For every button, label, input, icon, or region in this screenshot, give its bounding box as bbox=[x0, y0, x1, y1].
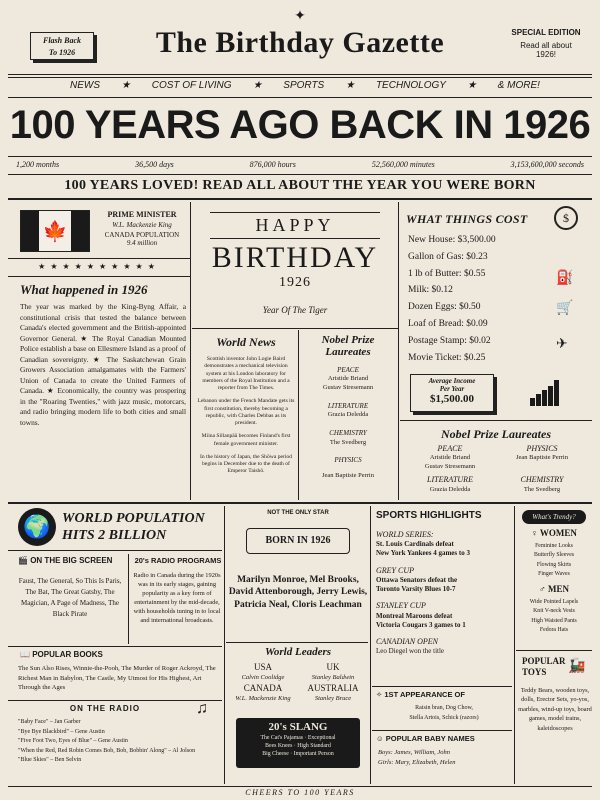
born-banner bbox=[246, 528, 350, 554]
trend-item: High Waisted Pants bbox=[531, 617, 577, 624]
music-note-icon: ♫ bbox=[196, 700, 208, 717]
happened-title: What happened in 1926 bbox=[20, 282, 148, 297]
stat-days: 36,500 days bbox=[135, 160, 174, 169]
income-label-1: Average Income bbox=[428, 377, 476, 385]
cost-item: New House: $3,500.00 bbox=[408, 235, 496, 245]
birthday-box bbox=[200, 206, 390, 324]
nav-cost[interactable]: COST OF LIVING bbox=[151, 80, 232, 91]
stat-minutes: 52,560,000 minutes bbox=[371, 160, 435, 169]
trend-item: Fedora Hats bbox=[539, 626, 569, 633]
sports-head: GREY CUP bbox=[376, 565, 414, 575]
first-appearance-line: Stella Artois, Schick (razors) bbox=[409, 714, 479, 721]
nobel-cat: PHYSICS bbox=[334, 456, 362, 465]
books-label: POPULAR BOOKS bbox=[32, 650, 103, 659]
nobel-name: Grazia Deledda bbox=[429, 485, 471, 493]
edition-sub-2: 1926! bbox=[535, 50, 557, 59]
train-icon: 🚂 bbox=[568, 659, 586, 674]
men-title bbox=[516, 584, 592, 594]
nobel-name: Gustav Stresemann bbox=[424, 462, 476, 470]
cost-item: Gallon of Gas: $0.23 bbox=[408, 251, 488, 262]
happened-text: The year was marked by the King-Byng Affair, a constitutional crisis that tested the balance between Canada's elected government and the British-appointed Governor General. ★ The Royal Canadian Mounted Police establish a base on Ellesmere Island as a proof of Canadian sovereignty. ★ The Saskatchewan Grain Growers Association amalgamates with the Farmers' Union of Canada to create the United Farmers of Canada. ★ Economically, the country was prospering in the "Roaring Twenties," with jazz music, motorcars, and radio bringing modern life to both cities and small towns. bbox=[20, 302, 186, 427]
gazette-title: The Birthday Gazette bbox=[155, 26, 445, 59]
flash-back-line2: To 1926 bbox=[48, 48, 76, 57]
nobel-name: Gustav Stresemann bbox=[322, 384, 374, 392]
sports-head: STANLEY CUP bbox=[376, 601, 426, 611]
leader-name: Calvin Coolidge bbox=[241, 673, 285, 681]
leader-country: USA bbox=[253, 662, 272, 672]
nav-more[interactable]: & MORE! bbox=[497, 80, 540, 91]
population-line1: WORLD POPULATION bbox=[62, 511, 205, 526]
big-screen-text: Faust, The General, So This Is Paris, The Bat, The Great Gatsby, The Magician, A Page of Madness, The Black Pirate bbox=[18, 577, 122, 618]
baby-names-title bbox=[376, 734, 512, 743]
cart-icon: 🛒 bbox=[556, 301, 574, 316]
stat-months: 1,200 months bbox=[16, 160, 60, 169]
slang-title: 20's SLANG bbox=[268, 721, 328, 733]
man-icon: ♂ bbox=[539, 584, 546, 594]
leaders-title: World Leaders bbox=[264, 646, 332, 658]
nav-technology[interactable]: TECHNOLOGY bbox=[375, 80, 446, 91]
main-headline: 100 YEARS AGO BACK IN 1926 bbox=[9, 103, 591, 147]
nobel-name: Grazia Deledda bbox=[327, 411, 369, 419]
stat-seconds: 3,153,600,000 seconds bbox=[510, 160, 584, 169]
cost-item: Loaf of Bread: $0.09 bbox=[408, 318, 488, 329]
trend-item: Wide Pointed Lapels bbox=[529, 599, 579, 605]
trend-item: Butterfly Sleeves bbox=[533, 552, 575, 559]
sports-line: Leo Diegel won the title bbox=[376, 647, 445, 656]
leader-country: CANADA bbox=[243, 683, 283, 694]
born-names: Marilyn Monroe, Mel Brooks, David Attenborough, Jerry Lewis, Patricia Neal, Cloris Leachman bbox=[228, 575, 368, 610]
sports-head: WORLD SERIES: bbox=[376, 530, 434, 539]
toys-line1: POPULAR bbox=[522, 656, 566, 666]
cost-list bbox=[408, 232, 558, 366]
population-title bbox=[62, 510, 222, 544]
nav-star: ★ bbox=[121, 80, 131, 91]
woman-icon: ♀ bbox=[531, 528, 538, 538]
radio-song: "Bye Bye Blackbird" – Gene Austin bbox=[18, 728, 105, 735]
baby-girls: Girls: Mary, Elizabeth, Helen bbox=[378, 759, 456, 767]
pop-label: CANADA POPULATION bbox=[104, 231, 180, 239]
star-row: ★★★★★★★★★★ bbox=[38, 262, 160, 271]
cost-item: Movie Ticket: $0.25 bbox=[408, 352, 486, 363]
world-news-item: Miina Sillanpää becomes Finland's first female government minister. bbox=[201, 433, 291, 447]
radio-title: ON THE RADIO bbox=[69, 704, 141, 713]
trendy-tag-text: What's Trendy? bbox=[532, 513, 576, 521]
nobel-name: Jean Baptiste Perrin bbox=[322, 471, 374, 479]
world-news-list bbox=[196, 356, 296, 476]
coins-icon: $ bbox=[554, 206, 578, 230]
maple-leaf-icon: 🍁 bbox=[39, 211, 71, 251]
sports-line: Ottawa Senators defeat the bbox=[376, 575, 458, 584]
sub-headline: 100 YEARS LOVED! READ ALL ABOUT THE YEAR YOU WERE BORN bbox=[64, 178, 536, 193]
zodiac-text: Year Of The Tiger bbox=[262, 305, 328, 315]
nobel-cat: LITERATURE bbox=[427, 475, 473, 485]
leader-name: W.L. Mackenzie King bbox=[235, 694, 291, 702]
sparkle-icon: ✧ bbox=[376, 690, 383, 699]
women-label: WOMEN bbox=[539, 528, 577, 538]
radio-list bbox=[18, 718, 222, 766]
nobel-right-grid bbox=[404, 444, 588, 494]
nobel-cat: CHEMISTRY bbox=[329, 429, 367, 438]
slang-line: The Cat's Pajamas · Exceptional bbox=[260, 735, 336, 741]
sports-title: SPORTS HIGHLIGHTS bbox=[376, 510, 482, 521]
nav-star: ★ bbox=[345, 80, 355, 91]
book-icon: 📖 bbox=[20, 650, 30, 659]
world-news-item: Lebanon under the French Mandate gets its first constitution, thereby becoming a republic, with Charles Debbas as its president. bbox=[197, 398, 295, 427]
first-appearance-text bbox=[376, 704, 512, 723]
toys-line2: TOYS bbox=[522, 667, 547, 677]
flash-back-box bbox=[30, 32, 94, 60]
nobel-name: The Svedberg bbox=[329, 438, 367, 446]
income-box bbox=[410, 374, 494, 412]
radio-song: "When the Red, Red Robin Comes Bob, Bob, Bobbin' Along" – Al Jolson bbox=[18, 747, 196, 754]
bar-chart-icon bbox=[530, 380, 560, 410]
world-news-title: World News bbox=[216, 335, 276, 349]
happy-text: HAPPY bbox=[255, 215, 335, 235]
big-screen-label: ON THE BIG SCREEN bbox=[30, 556, 113, 565]
pop-value: 9.4 million bbox=[126, 239, 158, 247]
sports-list bbox=[376, 530, 512, 656]
leader-country: UK bbox=[326, 662, 340, 672]
header-ornament: ✦ bbox=[294, 9, 306, 24]
born-banner-text: BORN IN 1926 bbox=[265, 535, 331, 546]
pm-name: W.L. Mackenzie King bbox=[112, 221, 172, 229]
first-appearance-line: Raisin bran, Dog Chow, bbox=[415, 705, 473, 711]
nobel-name: Aristide Briand bbox=[429, 454, 471, 462]
first-appearance-label: 1ST APPEARANCE OF bbox=[384, 690, 465, 699]
plane-icon: ✈ bbox=[556, 337, 568, 352]
income-label-2: Per Year bbox=[439, 385, 465, 393]
books-text: The Sun Also Rises, Winnie-the-Pooh, The Murder of Roger Ackroyd, The Richest Man in Babylon, The Castle, My Utmost for His Highest, Art Through the Ages bbox=[18, 665, 216, 692]
women-title bbox=[516, 528, 592, 538]
pm-label: PRIME MINISTER bbox=[107, 210, 177, 219]
footer-text: CHEERS TO 100 YEARS bbox=[200, 788, 400, 797]
sports-line: Montreal Maroons defeat bbox=[376, 611, 453, 620]
sports-line: Victoria Cougars 3 games to 1 bbox=[376, 620, 466, 629]
birthday-year: 1926 bbox=[279, 275, 311, 290]
nav-star: ★ bbox=[467, 80, 477, 91]
slang-line: Big Cheese · Important Person bbox=[262, 751, 334, 758]
nobel-name: Aristide Briand bbox=[327, 375, 369, 383]
stat-hours: 876,000 hours bbox=[249, 160, 296, 169]
population-line2: HITS 2 BILLION bbox=[62, 528, 167, 543]
radio-programs-text: Radio in Canada during the 1920s was in its early stages, gaining popularity as a key form of entertainment by the mid-decade, with households tuning in to local and international broadcasts. bbox=[133, 572, 221, 624]
nobel-cat: PEACE bbox=[437, 444, 463, 453]
not-only-star: NOT THE ONLY STAR bbox=[267, 510, 329, 516]
trend-item: Flowing Skirts bbox=[536, 561, 572, 568]
nobel-cat: PEACE bbox=[337, 366, 359, 374]
nobel-left-title-2: Laureates bbox=[325, 346, 371, 358]
first-appearance-title bbox=[376, 690, 512, 699]
leader-name: Stanley Baldwin bbox=[311, 673, 355, 681]
world-news-item: Scottish inventor John Logie Baird demonstrates a mechanical television system at his London laboratory for members of the Royal Institution and a reporter from The Times. bbox=[202, 356, 290, 392]
baby-names-text bbox=[378, 748, 512, 769]
world-news-item: In the history of Japan, the Shōwa period begins in December due to the death of Emperor Taishō. bbox=[200, 453, 292, 475]
nobel-left-title-1: Nobel Prize bbox=[321, 334, 375, 346]
toys-text: Teddy Bears, wooden toys, dolls, Erector Sets, yo-yos, marbles, wind-up toys, board games, model trains, kaleidoscopes bbox=[518, 687, 592, 732]
cost-title: WHAT THINGS COST bbox=[406, 212, 528, 226]
leaders-grid bbox=[228, 662, 368, 703]
nobel-name: The Svedberg bbox=[523, 485, 561, 493]
slang-line: Bees Knees · High Standard bbox=[265, 743, 331, 750]
nobel-cat: CHEMISTRY bbox=[520, 475, 564, 485]
sports-line: St. Louis Cardinals defeat bbox=[376, 540, 454, 549]
baby-names-label: POPULAR BABY NAMES bbox=[385, 734, 475, 743]
men-label: MEN bbox=[548, 584, 569, 594]
nobel-right-title: Nobel Prize Laureates bbox=[441, 427, 551, 441]
nav-star: ★ bbox=[252, 80, 262, 91]
income-value: $1,500.00 bbox=[430, 393, 474, 405]
nav-bar bbox=[70, 80, 540, 94]
men-list bbox=[516, 598, 592, 635]
radio-song: "Baby Face" – Jan Garber bbox=[18, 719, 81, 725]
leader-country: AUSTRALIA bbox=[307, 683, 359, 694]
baby-icon: ☺ bbox=[376, 734, 384, 743]
nav-sports[interactable]: SPORTS bbox=[283, 80, 325, 91]
pm-box bbox=[96, 210, 188, 247]
cost-item: Milk: $0.12 bbox=[408, 285, 453, 296]
baby-boys: Boys: James, William, John bbox=[378, 749, 451, 756]
edition-sub-1: Read all about bbox=[520, 41, 572, 50]
leader-name: Stanley Bruce bbox=[314, 694, 352, 702]
nobel-cat: PHYSICS bbox=[526, 444, 558, 453]
nav-news[interactable]: NEWS bbox=[70, 80, 100, 91]
sports-head: CANADIAN OPEN bbox=[376, 636, 438, 646]
film-icon: 🎬 bbox=[18, 556, 28, 565]
stats-row bbox=[16, 160, 584, 169]
books-title bbox=[20, 650, 220, 659]
cost-item: 1 lb of Butter: $0.55 bbox=[408, 268, 486, 279]
women-list bbox=[516, 542, 592, 579]
big-screen-title bbox=[18, 556, 128, 565]
trend-item: Finger Waves bbox=[538, 570, 570, 577]
radio-programs-title: 20's RADIO PROGRAMS bbox=[134, 556, 222, 565]
trend-item: Knit V-neck Vests bbox=[533, 608, 575, 615]
sports-line: New York Yankees 4 games to 3 bbox=[376, 549, 470, 558]
slang-box bbox=[236, 718, 360, 768]
gas-pump-icon: ⛽ bbox=[556, 271, 574, 286]
globe-icon: 🌍 bbox=[18, 508, 56, 546]
radio-song: "Blue Skies" – Ben Selvin bbox=[18, 757, 82, 764]
edition-box bbox=[496, 28, 596, 59]
cost-item: Dozen Eggs: $0.50 bbox=[408, 302, 481, 313]
trend-item: Feminine Looks bbox=[535, 543, 573, 549]
trendy-tag bbox=[522, 510, 586, 524]
nobel-cat: LITERATURE bbox=[327, 401, 369, 410]
flash-back-line1: Flash Back bbox=[42, 36, 81, 45]
radio-song: "Five Foot Two, Eyes of Blue" – Gene Austin bbox=[18, 738, 128, 745]
canada-flag bbox=[20, 210, 90, 252]
edition-label: SPECIAL EDITION bbox=[511, 28, 581, 37]
cost-item: Postage Stamp: $0.02 bbox=[408, 335, 491, 346]
nobel-name: Jean Baptiste Perrin bbox=[516, 454, 568, 462]
sports-line: Toronto Varsity Blues 10-7 bbox=[376, 585, 456, 594]
nobel-left bbox=[300, 334, 396, 481]
birthday-text: BIRTHDAY bbox=[211, 241, 379, 274]
